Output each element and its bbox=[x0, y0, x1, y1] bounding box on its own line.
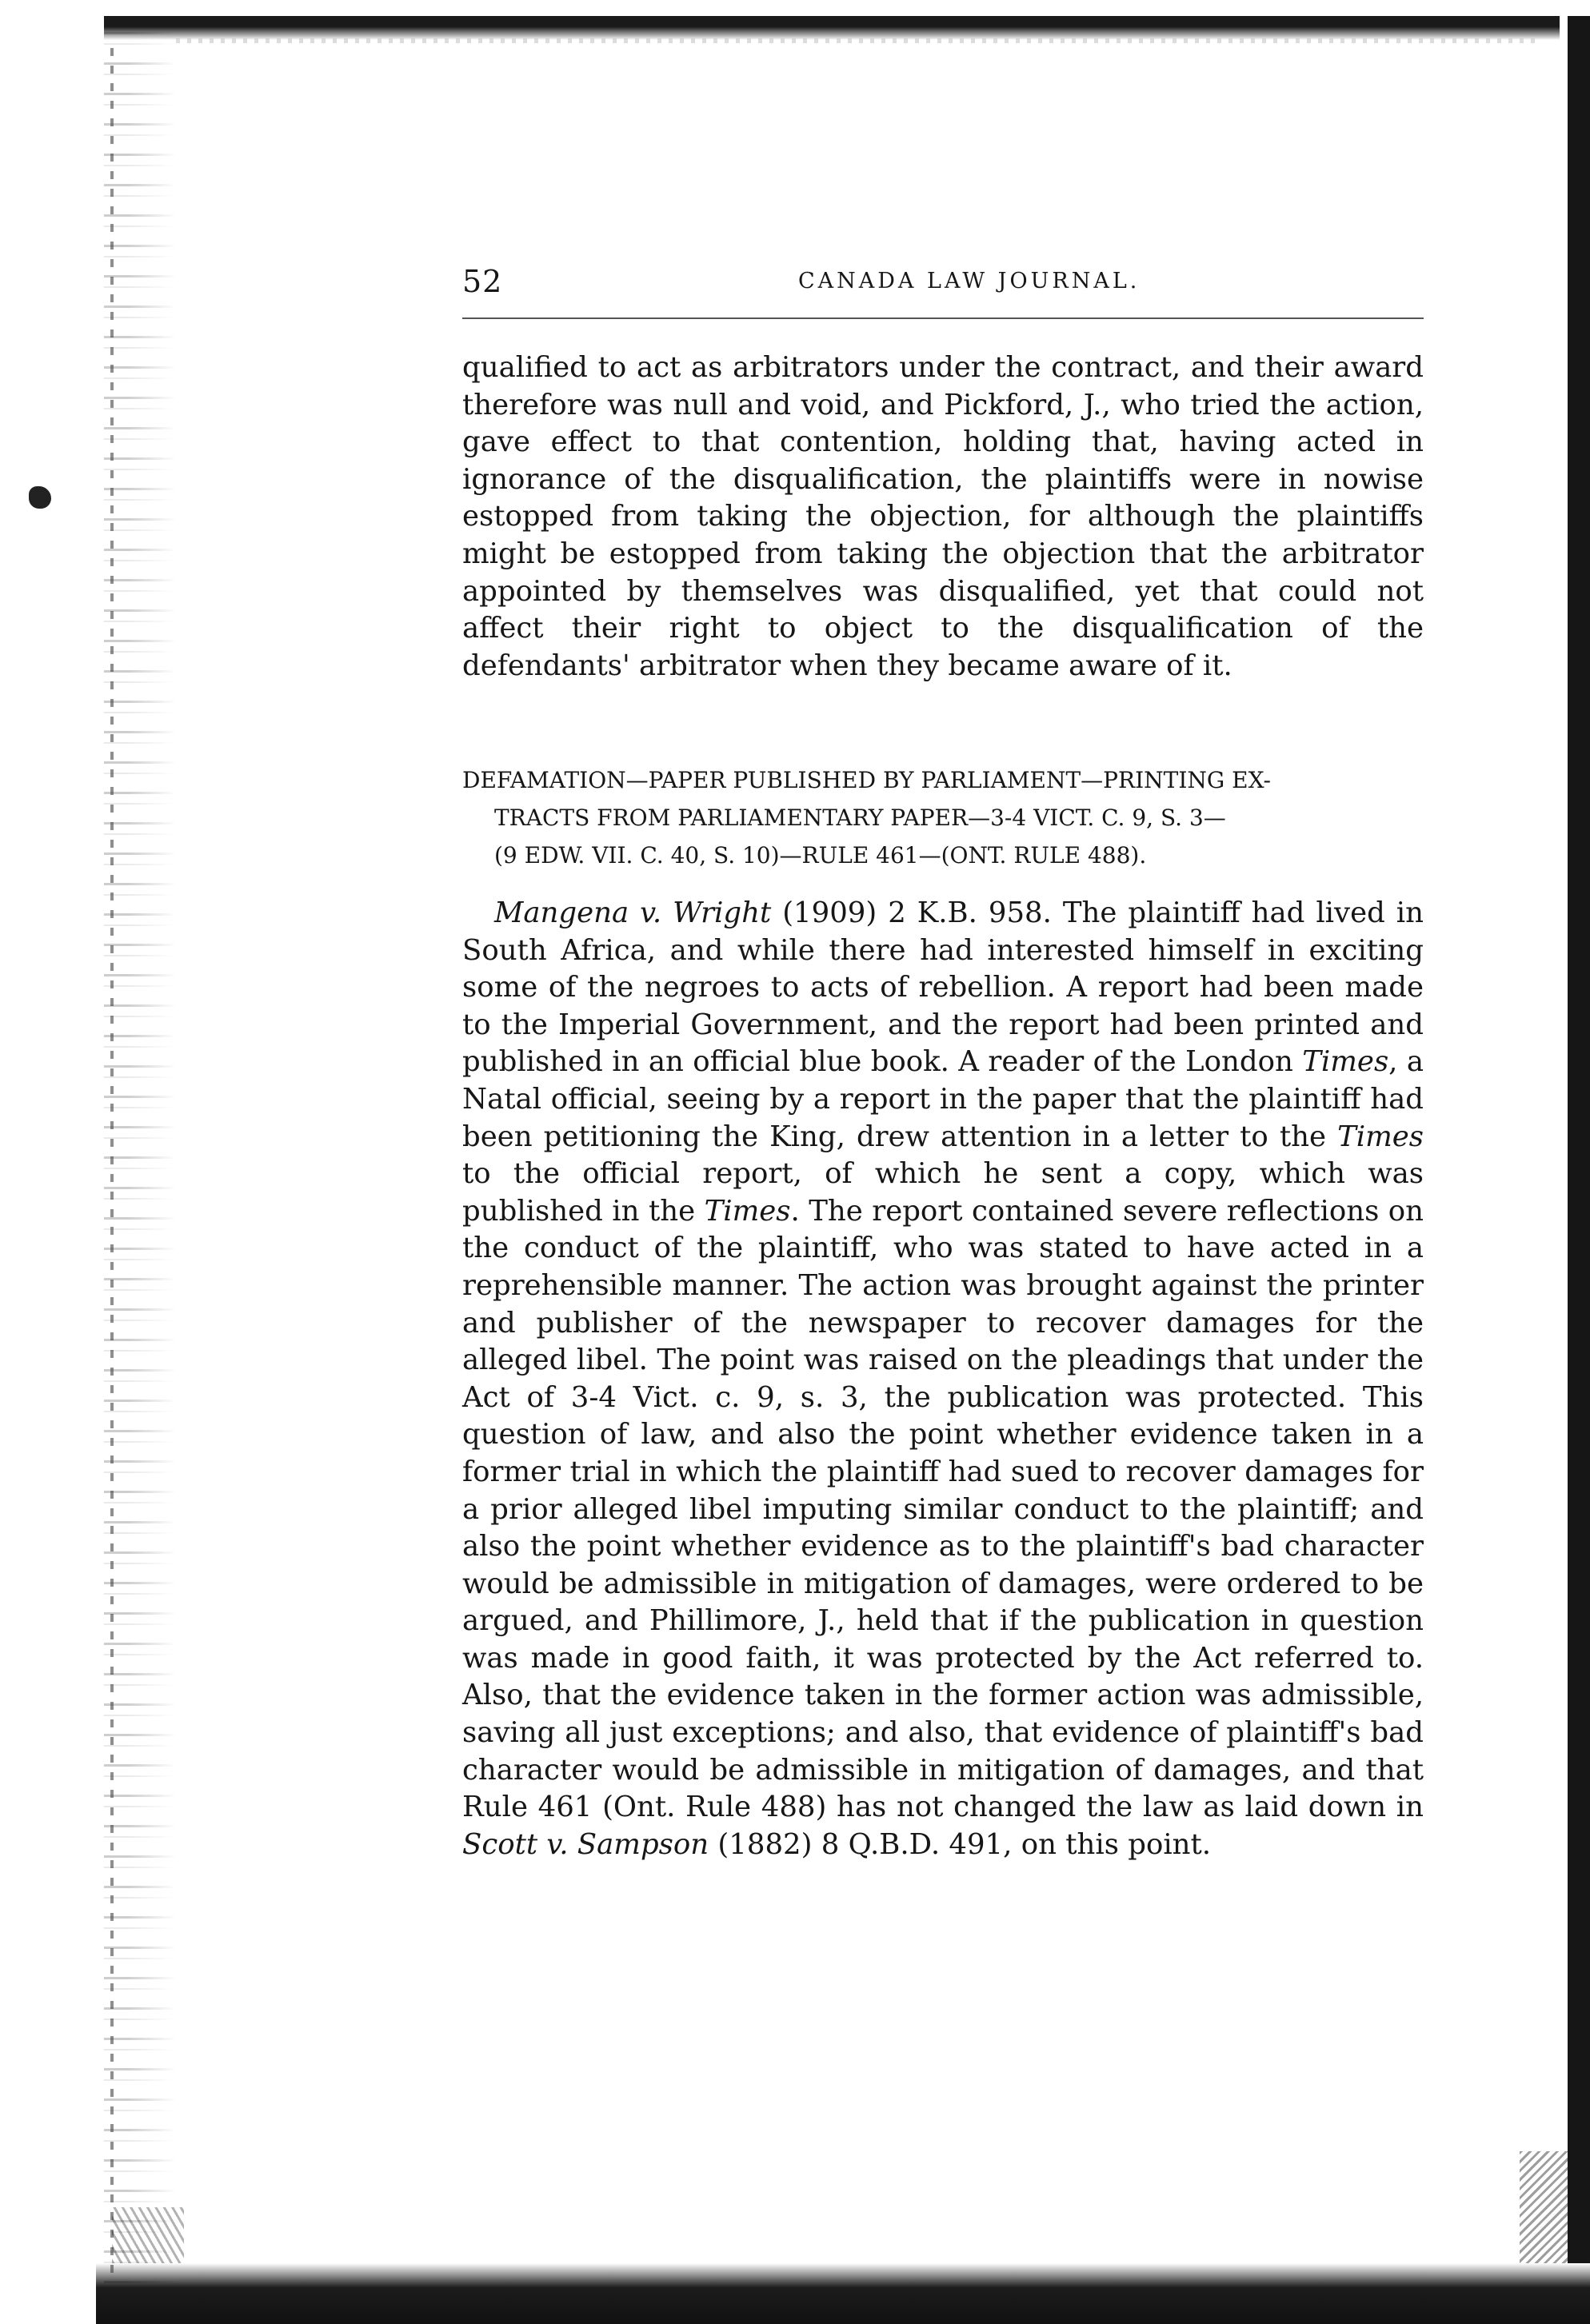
scan-border-right bbox=[1568, 16, 1590, 2324]
case-text: (1882) 8 Q.B.D. 491, on this point. bbox=[709, 1827, 1212, 1861]
scan-binding-line bbox=[110, 48, 114, 2279]
case-paragraph bbox=[462, 895, 1424, 1863]
scan-smudge bbox=[29, 486, 51, 509]
cited-case-name: Scott v. Sampson bbox=[462, 1827, 709, 1861]
scan-noise-top bbox=[176, 38, 1536, 43]
scan-noise-corner-left bbox=[112, 2207, 184, 2263]
section-heading-line-3: (9 EDW. VII. C. 40, S. 10)—RULE 461—(ONT. RULE 488). bbox=[494, 842, 1147, 869]
newspaper-name: Times bbox=[1302, 1045, 1389, 1079]
section-heading bbox=[462, 761, 1424, 874]
header-rule bbox=[462, 317, 1424, 319]
page-header bbox=[462, 256, 1422, 304]
case-text: . The report contained severe reflections on the conduct of the plaintiff, who was stated to have acted in a reprehensible manner. The action was brought against the printer and publisher of the newspaper to recover damages for the alleged libel. The point was raised on the pleadings that under the Act of 3-4 Vict. c. 9, s. 3, the publication was protected. This question of law, and also the point whether evidence taken in a former trial in which the plaintiff had sued to recover damages for a prior alleged libel imputing similar conduct to the plaintiff; and also the point whether evidence as to the plaintiff's bad character would be admissible in mitigation of damages, were ordered to be argued, and Phillimore, J., held that if the publication in question was made in good faith, it was protected by the Act referred to. Also, that the evidence taken in the former action was admissible, saving all just exceptions; and also, that evidence of plaintiff's bad character would be admissible in mitigation of damages, and that Rule 461 (Ont. Rule 488) has not changed the law as laid down in bbox=[462, 1194, 1424, 1824]
section-heading-line-2: TRACTS FROM PARLIAMENTARY PAPER—3-4 VICT. C. 9, S. 3— bbox=[494, 805, 1226, 831]
scan-noise-corner-right bbox=[1520, 2151, 1568, 2263]
scan-border-bottom bbox=[96, 2263, 1590, 2324]
paragraph-continued: qualified to act as arbitrators under the contract, and their award therefore was null and void, and Pickford, J., who tried the action, gave effect to that contention, holding that, having acted in ignorance of the disqualification, the plaintiffs were in nowise estopped from taking the objection, for although the plaintiffs might be estopped from taking the objection that the arbitrator appointed by themselves was disqualified, yet that could not affect their right to object to the disqualification of the defendants' arbitrator when they became aware of it. bbox=[462, 351, 1424, 682]
case-text: (1909) 2 K.B. 958. The plaintiff had lived in South Africa, and while there had interested himself in exciting some of the negroes to acts of rebellion. A report had been made to the Imperial Government, and the report had been printed and published in an official blue book. A reader of the London bbox=[462, 896, 1424, 1079]
running-head: CANADA LAW JOURNAL. bbox=[798, 269, 1141, 293]
scan-border-top bbox=[104, 16, 1560, 40]
case-name: Mangena v. Wright bbox=[494, 896, 772, 929]
scan-noise-left bbox=[104, 32, 224, 2287]
page-number: 52 bbox=[462, 264, 503, 299]
newspaper-name: Times bbox=[1337, 1120, 1424, 1153]
section-heading-line-1: DEFAMATION—PAPER PUBLISHED BY PARLIAMENT—PRINTING EX- bbox=[462, 767, 1271, 793]
newspaper-name: Times bbox=[704, 1194, 791, 1228]
case-text: , a Natal official, seeing by a report in the paper that the plaintiff had been petitioning the King, drew attention in a letter to the bbox=[462, 1045, 1424, 1153]
case-text: to the official report, of which he sent a copy, which was published in the bbox=[462, 1157, 1424, 1228]
